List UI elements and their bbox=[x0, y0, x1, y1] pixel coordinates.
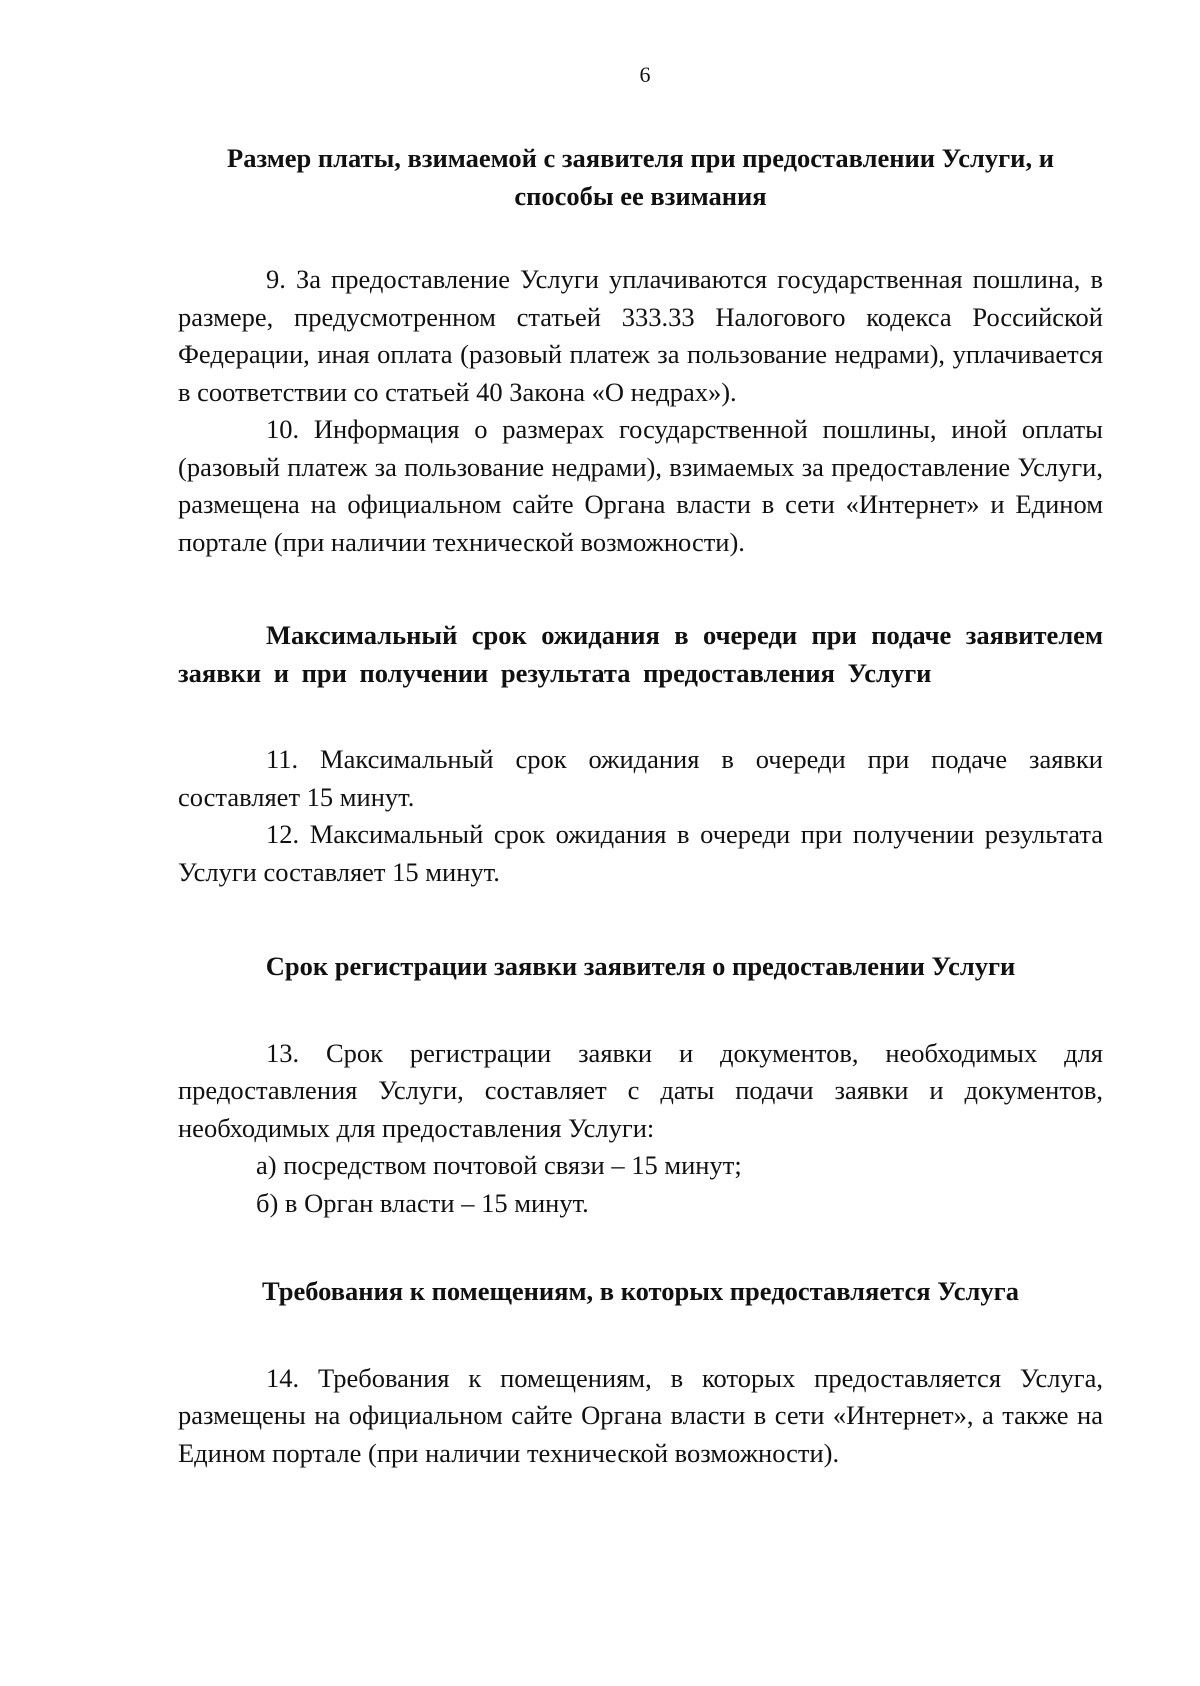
paragraph-11: 11. Максимальный срок ожидания в очереди при подаче заявки составляет 15 минут. bbox=[178, 744, 1103, 812]
section-heading-premises: Требования к помещениям, в которых предоставляется Услуга bbox=[262, 1276, 1019, 1306]
paragraph-9: 9. За предоставление Услуги уплачиваются государственная пошлина, в размере, предусмотренном статьей 333.33 Налогового кодекса Российской Федерации, иная оплата (разовый платеж за пользование недрами), уплачивается в соответствии со статьей 40 Закона «О недрах»). bbox=[178, 264, 1103, 407]
paragraph-14: 14. Требования к помещениям, в которых предоставляется Услуга, размещены на официальном сайте Органа власти в сети «Интернет», а также на Едином портале (при наличии технической возможности). bbox=[178, 1362, 1103, 1468]
paragraph-12: 12. Максимальный срок ожидания в очереди при получении результата Услуги составляет 15 минут. bbox=[178, 819, 1103, 887]
section-heading-registration: Срок регистрации заявки заявителя о предоставлении Услуги bbox=[265, 951, 1016, 981]
section-heading-queue: Максимальный срок ожидания в очереди при подаче заявителем заявки и при получении результата предоставления Услуги bbox=[178, 620, 1103, 688]
paragraph-13: 13. Срок регистрации заявки и документов, необходимых для предоставления Услуги, составляет с даты подачи заявки и документов, необходимых для предоставления Услуги: bbox=[178, 1037, 1103, 1143]
document-body bbox=[178, 140, 1103, 1472]
page-number: 6 bbox=[639, 62, 651, 87]
list-item-a: а) посредством почтовой связи – 15 минут; bbox=[256, 1150, 742, 1180]
paragraph-10: 10. Информация о размерах государственной пошлины, иной оплаты (разовый платеж за пользование недрами), взимаемых за предоставление Услуги, размещена на официальном сайте Органа власти в сети «Интернет» и Едином портале (при наличии технической возможности). bbox=[178, 414, 1103, 557]
list-item-b: б) в Орган власти – 15 минут. bbox=[256, 1187, 589, 1218]
section-heading-fee: Размер платы, взимаемой с заявителя при предоставлении Услуги, и способы ее взимания bbox=[227, 143, 1054, 211]
